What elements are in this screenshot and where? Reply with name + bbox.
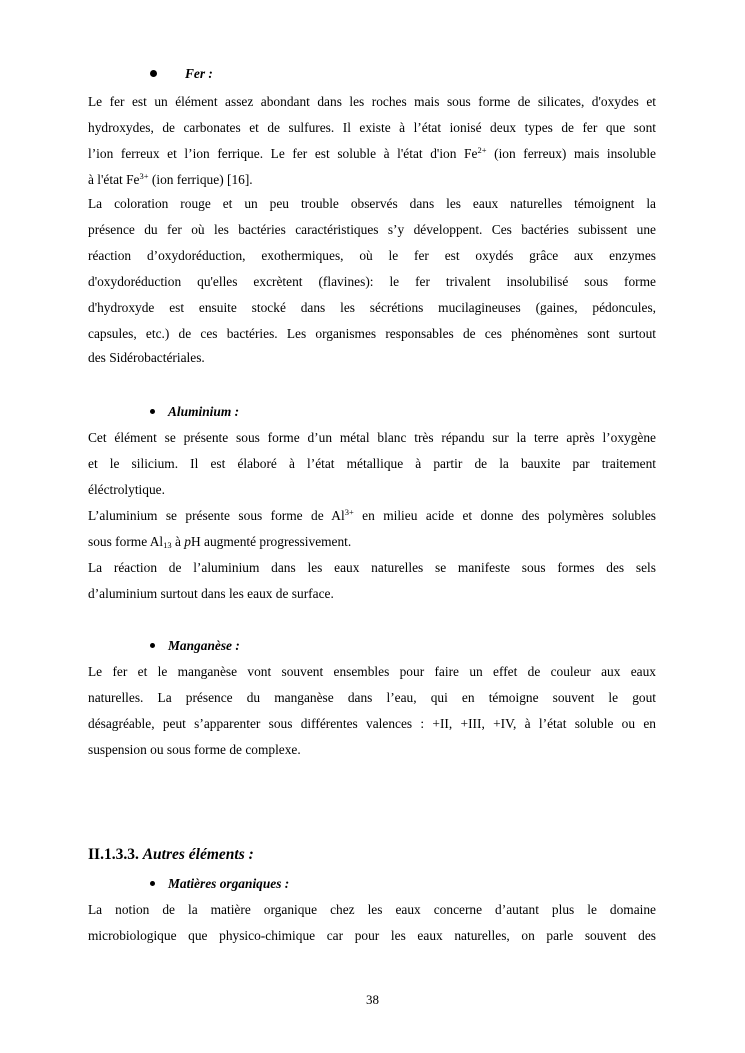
matieres-heading: Matières organiques : xyxy=(150,876,289,892)
matieres-line-2: microbiologique que physico-chimique car pour les eaux naturelles, on parle souvent des xyxy=(88,928,656,943)
aluminium-line-4: L’aluminium se présente sous forme de $Al^{3+}$ en milieu acide et donne des polymères solubles xyxy=(88,508,656,523)
bullet-icon xyxy=(150,409,155,414)
manganese-heading: Manganèse : xyxy=(150,638,240,654)
bullet-icon xyxy=(150,881,155,886)
bullet-icon xyxy=(150,643,155,648)
manganese-line-3: désagréable, peut s’apparenter sous différentes valences : +II, +III, +IV, à l’état soluble ou en xyxy=(88,716,656,731)
aluminium-line-2: et le silicium. Il est élaboré à l’état métallique à partir de la bauxite par traitement xyxy=(88,456,656,471)
section-heading: II.1.3.3. Autres éléments : xyxy=(88,846,254,863)
fer-line-5: La coloration rouge et un peu trouble observés dans les eaux naturelles témoignent la xyxy=(88,196,656,211)
aluminium-line-3: éléctrolytique. xyxy=(88,482,165,497)
matieres-line-1: La notion de la matière organique chez les eaux concerne d’autant plus le domaine xyxy=(88,902,656,917)
page-number: 38 xyxy=(366,992,379,1007)
fer-line-9: d'hydroxyde est ensuite stocké dans les sécrétions mucilagineuses (gaines, pédoncules, xyxy=(88,300,656,315)
manganese-line-1: Le fer et le manganèse vont souvent ensembles pour faire un effet de couleur aux eaux xyxy=(88,664,656,679)
aluminium-line-7: d’aluminium surtout dans les eaux de surface. xyxy=(88,586,334,601)
aluminium-line-1: Cet élément se présente sous forme d’un métal blanc très répandu sur la terre après l’oxygène xyxy=(88,430,656,445)
manganese-line-2: naturelles. La présence du manganèse dans l’eau, qui en témoigne souvent le gout xyxy=(88,690,656,705)
fer-heading: Fer : xyxy=(150,66,213,82)
fer-line-1: Le fer est un élément assez abondant dans les roches mais sous forme de silicates, d'oxydes et xyxy=(88,94,656,109)
fer-line-6: présence du fer où les bactéries caractéristiques s’y développent. Ces bactéries subissent une xyxy=(88,222,656,237)
fer-line-2: hydroxydes, de carbonates et de sulfures. Il existe à l’état ionisé deux types de fer que sont xyxy=(88,120,656,135)
fer-line-4: à l'état $Fe^{3+}$ (ion ferrique) [16]. xyxy=(88,171,253,187)
fer-line-10: capsules, etc.) de ces bactéries. Les organismes responsables de ces phénomènes sont surtout xyxy=(88,326,656,341)
fer-line-11: des Sidérobactériales. xyxy=(88,350,205,365)
aluminium-heading: Aluminium : xyxy=(150,404,239,420)
fer-line-7: réaction d’oxydoréduction, exothermiques, où le fer est oxydés grâce aux enzymes xyxy=(88,248,656,263)
aluminium-line-5: sous forme $Al_{13}$ à pH augmenté progressivement. xyxy=(88,534,352,550)
bullet-icon xyxy=(150,70,157,77)
manganese-line-4: suspension ou sous forme de complexe. xyxy=(88,742,301,757)
fer-line-3: l’ion ferreux et l’ion ferrique. Le fer est soluble à l'état d'ion $Fe^{2+}$ (ion ferreux) mais insoluble xyxy=(88,146,656,161)
aluminium-line-6: La réaction de l’aluminium dans les eaux naturelles se manifeste sous formes des sels xyxy=(88,560,656,575)
fer-line-8: d'oxydoréduction qu'elles excrètent (flavines): le fer trivalent insolubilisé sous forme xyxy=(88,274,656,289)
